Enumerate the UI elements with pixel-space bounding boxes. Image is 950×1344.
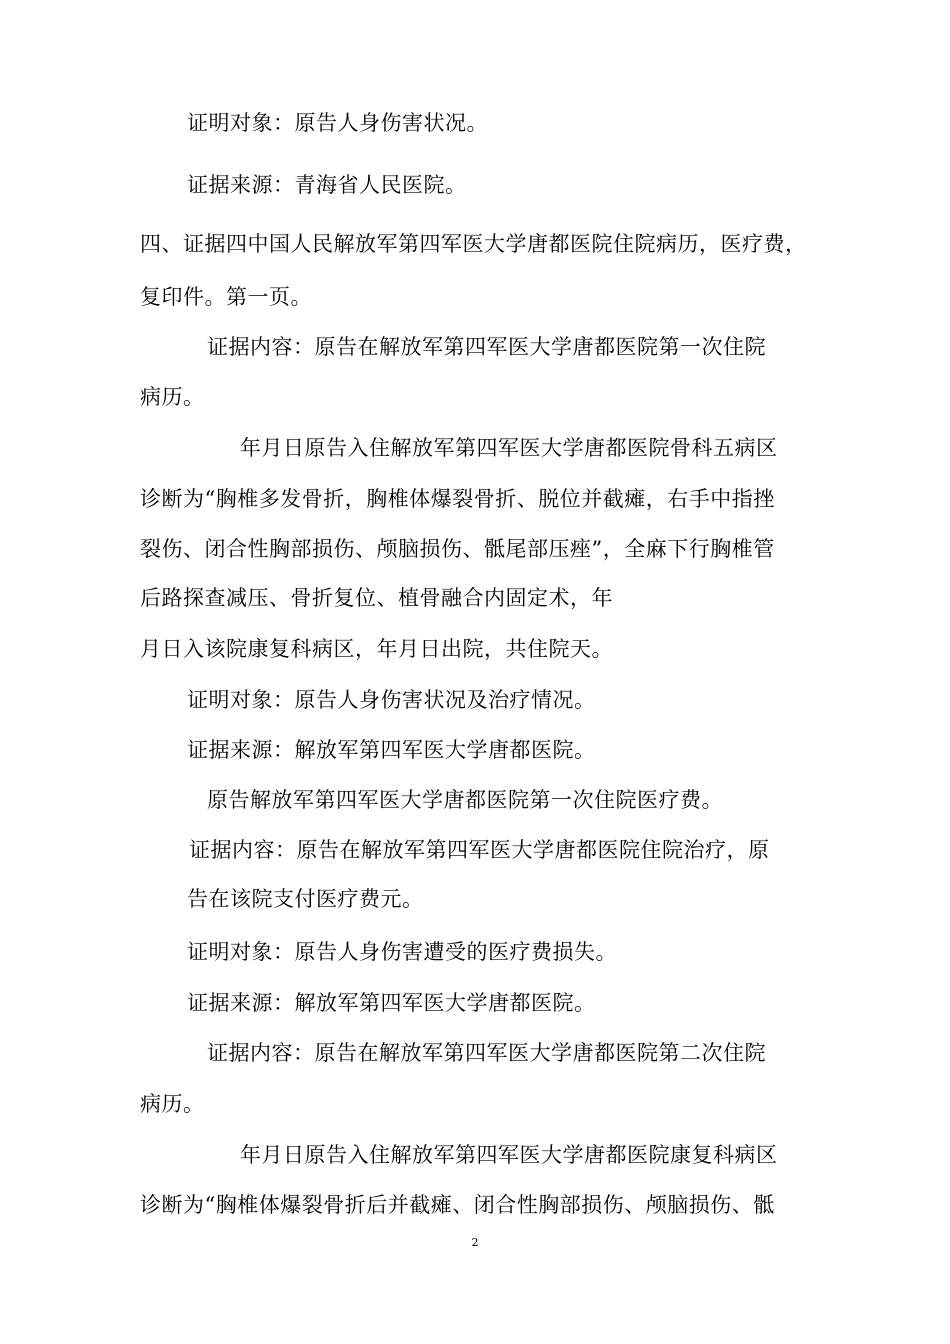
text-line-18: 证据来源：解放军第四军医大学唐都医院。: [187, 991, 596, 1015]
text-line-9: 裂伤、闭合性胸部损伤、颅脑损伤、骶尾部压痤”，全麻下行胸椎管: [140, 537, 775, 561]
text-line-21: 年月日原告入住解放军第四军医大学唐都医院康复科病区: [240, 1143, 778, 1167]
text-line-12: 证明对象：原告人身伤害状况及治疗情况。: [187, 688, 596, 712]
text-line-4: 复印件。第一页。: [140, 285, 312, 309]
text-line-13: 证据来源：解放军第四军医大学唐都医院。: [187, 738, 596, 762]
text-line-3: 四、证据四中国人民解放军第四军医大学唐都医院住院病历，医疗费，: [140, 232, 807, 256]
text-line-14: 原告解放军第四军医大学唐都医院第一次住院医疗费。: [207, 788, 723, 812]
text-line-10: 后路探查减压、骨折复位、植骨融合内固定术，年: [140, 586, 613, 610]
text-line-6: 病历。: [140, 385, 205, 409]
text-line-17: 证明对象：原告人身伤害遭受的医疗费损失。: [187, 940, 617, 964]
text-line-15: 证据内容：原告在解放军第四军医大学唐都医院住院治疗，原: [189, 838, 770, 862]
text-line-16: 告在该院支付医疗费元。: [187, 887, 424, 911]
text-line-2: 证据来源：青海省人民医院。: [187, 173, 467, 197]
text-line-22: 诊断为“胸椎体爆裂骨折后并截瘫、闭合性胸部损伤、颅脑损伤、骶: [140, 1193, 775, 1217]
text-line-8: 诊断为“胸椎多发骨折，胸椎体爆裂骨折、脱位并截瘫，右手中指挫: [140, 487, 775, 511]
text-line-11: 月日入该院康复科病区，年月日出院，共住院天。: [140, 637, 613, 661]
text-line-1: 证明对象：原告人身伤害状况。: [187, 111, 488, 135]
text-line-20: 病历。: [140, 1092, 205, 1116]
text-line-7: 年月日原告入住解放军第四军医大学唐都医院骨科五病区: [240, 436, 778, 460]
text-line-19: 证据内容：原告在解放军第四军医大学唐都医院第二次住院: [207, 1041, 766, 1065]
text-line-5: 证据内容：原告在解放军第四军医大学唐都医院第一次住院: [207, 335, 766, 359]
page-number: 2: [471, 1236, 479, 1249]
